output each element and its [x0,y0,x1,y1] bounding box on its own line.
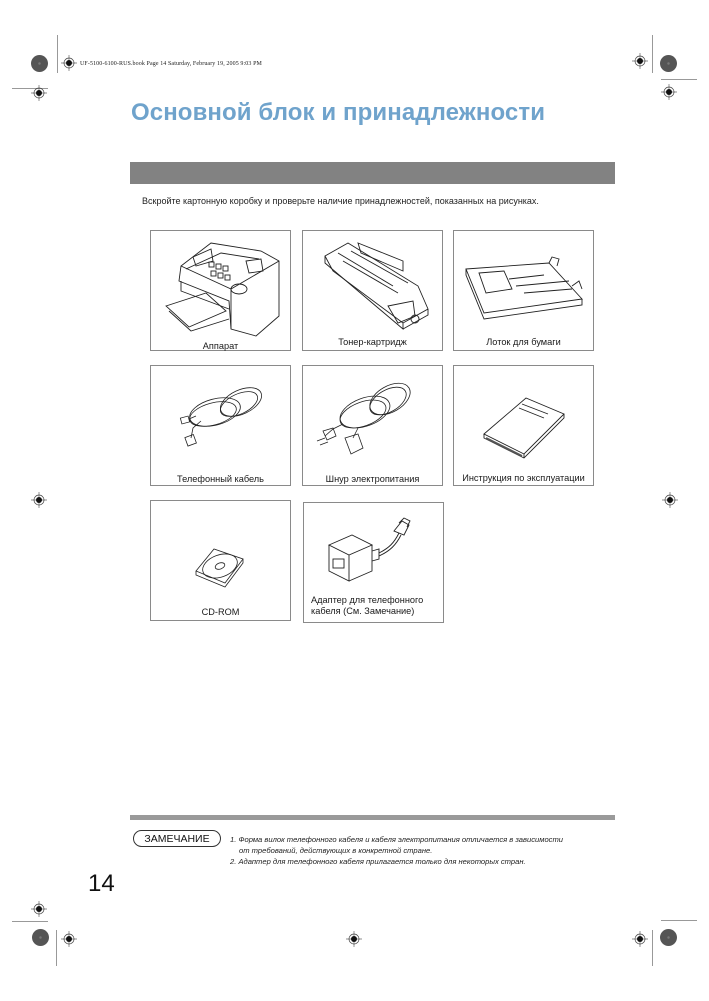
accessory-label: CD-ROM [201,607,240,617]
accessory-card-toner-cartridge [302,230,443,351]
crop-line [652,35,653,73]
note-badge: ЗАМЕЧАНИЕ [133,830,221,847]
accessory-label: Телефонный кабель [177,474,264,484]
registration-mark-icon [661,84,677,100]
registration-mark-icon [61,931,77,947]
page-title: Основной блок и принадлежности [131,99,546,126]
registration-mark-icon [61,55,77,71]
registration-mark-icon [632,931,648,947]
page-number: 14 [88,870,115,897]
crop-line [12,921,48,922]
note-item-2: 2. Адаптер для телефонного кабеля прилагается только для некоторых стран. [230,857,526,866]
accessory-label: Тонер-картридж [338,337,407,347]
accessory-label: Шнур электропитания [325,474,420,484]
telephone-cable-icon [151,366,292,487]
accessory-card-power-cord [302,365,443,486]
accessory-card-telephone-adapter [303,502,444,623]
registration-mark-icon [662,492,678,508]
crop-line [661,79,697,80]
registration-mark-icon [31,492,47,508]
crop-line [57,35,58,73]
manual-icon [454,366,595,487]
note-list [230,834,563,867]
registration-mark-icon [31,85,47,101]
accessory-card-telephone-cable [150,365,291,486]
registration-mark-icon [346,931,362,947]
toner-cartridge-icon [303,231,444,352]
crop-line [661,920,697,921]
registration-mark-icon [632,53,648,69]
accessory-card-cd-rom [150,500,291,621]
accessory-card-paper-tray [453,230,594,351]
book-file-header: UF-5100-6100-RUS.book Page 14 Saturday, February 19, 2005 9:03 PM [80,61,262,67]
section-bar [130,162,615,184]
crop-line [652,930,653,966]
registration-disc-top-right [660,55,677,72]
intro-text: Вскройте картонную коробку и проверьте наличие принадлежностей, показанных на рисунках. [142,196,539,206]
power-cord-icon [303,366,444,487]
accessory-card-manual [453,365,594,486]
crop-line [56,930,57,966]
note-separator-bar [130,815,615,820]
accessory-label [311,595,443,617]
accessory-card-fax-machine [150,230,291,351]
accessory-label-line1: Адаптер для телефонного [311,595,424,605]
note-item-1: 1. Форма вилок телефонного кабеля и кабеля электропитания отличается в зависимости [230,835,564,844]
registration-disc-bottom-right [660,929,677,946]
fax-machine-icon [151,231,292,352]
registration-disc-bottom-left [32,929,49,946]
registration-mark-icon [31,901,47,917]
accessory-label: Аппарат [202,341,239,351]
accessory-label: Инструкция по эксплуатации [462,473,585,483]
accessory-label: Лоток для бумаги [486,337,561,347]
note-item-1-continued: от требований, действующих в конкретной стране. [239,846,433,855]
cd-rom-icon [151,501,292,622]
accessory-label-line2: кабеля (См. Замечание) [311,606,415,616]
registration-disc-top-left [31,55,48,72]
paper-tray-icon [454,231,595,352]
